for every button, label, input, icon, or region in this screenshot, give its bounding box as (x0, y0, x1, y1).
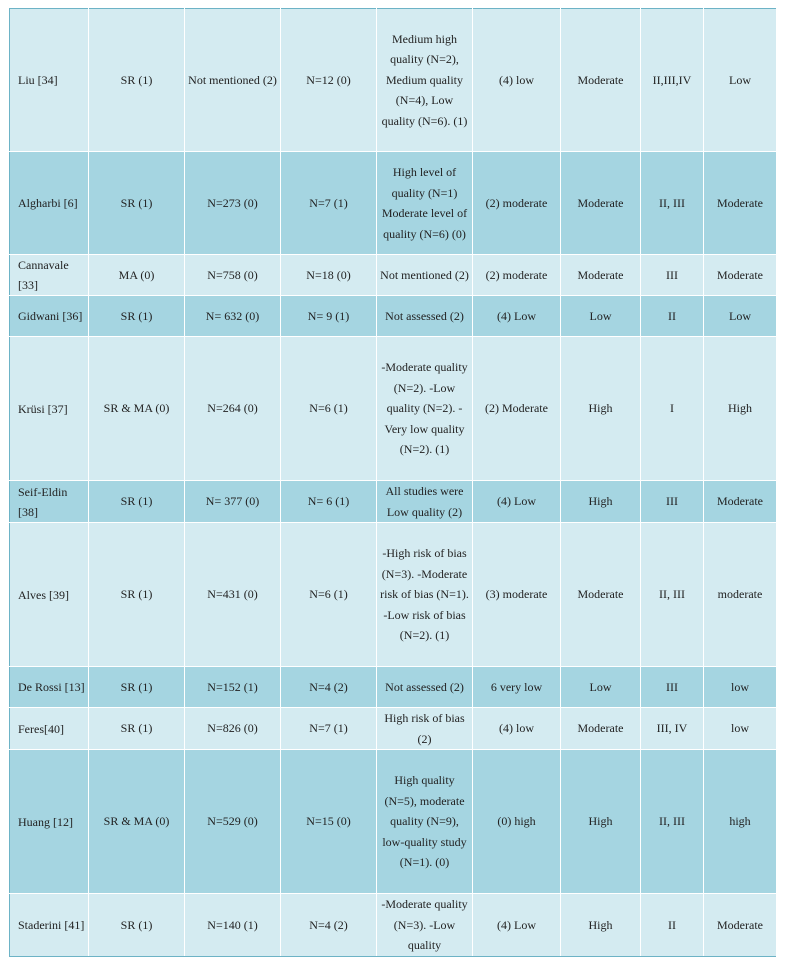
overall-cell: Moderate (704, 255, 777, 296)
author-cell: Huang [12] (10, 750, 89, 894)
quality-cell: High level of quality (N=1) Moderate level of quality (N=6) (0) (377, 152, 473, 255)
design-cell: SR & MA (0) (89, 337, 185, 481)
evidence-level-cell: II, III (641, 152, 704, 255)
evidence-level-cell: II,III,IV (641, 9, 704, 152)
table-row (10, 708, 777, 750)
quality-cell: -Moderate quality (N=2). -Low quality (N=2). -Very low quality (N=2). (1) (377, 337, 473, 481)
overall-cell: Moderate (704, 894, 777, 957)
amstar-cell: (0) high (473, 750, 561, 894)
grade-cell: Moderate (561, 255, 641, 296)
evidence-level-cell: I (641, 337, 704, 481)
author-cell: Krüsi [37] (10, 337, 89, 481)
evidence-level-cell: III (641, 667, 704, 708)
studies-cell: N=6 (1) (281, 337, 377, 481)
studies-cell: N=12 (0) (281, 9, 377, 152)
amstar-cell: 6 very low (473, 667, 561, 708)
participants-cell: N=264 (0) (185, 337, 281, 481)
evidence-level-cell: III, IV (641, 708, 704, 750)
evidence-level-cell: II, III (641, 750, 704, 894)
quality-cell: -Moderate quality (N=3). -Low quality (377, 894, 473, 957)
amstar-cell: (2) moderate (473, 152, 561, 255)
grade-cell: High (561, 894, 641, 957)
quality-cell: Not mentioned (2) (377, 255, 473, 296)
participants-cell: N=140 (1) (185, 894, 281, 957)
participants-cell: N=431 (0) (185, 523, 281, 667)
studies-cell: N= 6 (1) (281, 481, 377, 523)
review-table (9, 8, 776, 957)
studies-cell: N=4 (2) (281, 667, 377, 708)
quality-cell: Medium high quality (N=2), Medium quality (N=4), Low quality (N=6). (1) (377, 9, 473, 152)
author-cell: Feres[40] (10, 708, 89, 750)
studies-cell: N=7 (1) (281, 708, 377, 750)
design-cell: SR (1) (89, 894, 185, 957)
participants-cell: N=529 (0) (185, 750, 281, 894)
design-cell: SR (1) (89, 667, 185, 708)
amstar-cell: (4) Low (473, 481, 561, 523)
author-cell: Liu [34] (10, 9, 89, 152)
grade-cell: Moderate (561, 708, 641, 750)
overall-cell: low (704, 667, 777, 708)
participants-cell: Not mentioned (2) (185, 9, 281, 152)
participants-cell: N=758 (0) (185, 255, 281, 296)
evidence-level-cell: II (641, 296, 704, 337)
amstar-cell: (3) moderate (473, 523, 561, 667)
author-cell: Algharbi [6] (10, 152, 89, 255)
table-row (10, 296, 777, 337)
evidence-level-cell: III (641, 481, 704, 523)
author-cell: Gidwani [36] (10, 296, 89, 337)
design-cell: SR & MA (0) (89, 750, 185, 894)
author-cell: Seif-Eldin [38] (10, 481, 89, 523)
amstar-cell: (2) Moderate (473, 337, 561, 481)
participants-cell: N=273 (0) (185, 152, 281, 255)
overall-cell: Low (704, 9, 777, 152)
studies-cell: N=4 (2) (281, 894, 377, 957)
table-viewport (9, 8, 776, 958)
grade-cell: High (561, 750, 641, 894)
table-row (10, 667, 777, 708)
table-row (10, 9, 777, 152)
amstar-cell: (4) Low (473, 296, 561, 337)
quality-cell: High quality (N=5), moderate quality (N=9), low-quality study (N=1). (0) (377, 750, 473, 894)
amstar-cell: (4) Low (473, 894, 561, 957)
table-row (10, 750, 777, 894)
design-cell: MA (0) (89, 255, 185, 296)
design-cell: SR (1) (89, 152, 185, 255)
grade-cell: Low (561, 296, 641, 337)
table-row (10, 255, 777, 296)
overall-cell: High (704, 337, 777, 481)
amstar-cell: (2) moderate (473, 255, 561, 296)
evidence-level-cell: II (641, 894, 704, 957)
grade-cell: High (561, 481, 641, 523)
participants-cell: N= 377 (0) (185, 481, 281, 523)
evidence-level-cell: II, III (641, 523, 704, 667)
amstar-cell: (4) low (473, 9, 561, 152)
overall-cell: low (704, 708, 777, 750)
author-cell: Staderini [41] (10, 894, 89, 957)
table-row (10, 481, 777, 523)
table-row (10, 523, 777, 667)
quality-cell: -High risk of bias (N=3). -Moderate risk of bias (N=1). -Low risk of bias (N=2). (1) (377, 523, 473, 667)
studies-cell: N=7 (1) (281, 152, 377, 255)
quality-cell: Not assessed (2) (377, 296, 473, 337)
grade-cell: Moderate (561, 152, 641, 255)
participants-cell: N= 632 (0) (185, 296, 281, 337)
table-row (10, 894, 777, 957)
author-cell: De Rossi [13] (10, 667, 89, 708)
author-cell: Alves [39] (10, 523, 89, 667)
overall-cell: Moderate (704, 481, 777, 523)
grade-cell: Moderate (561, 523, 641, 667)
quality-cell: All studies were Low quality (2) (377, 481, 473, 523)
grade-cell: Moderate (561, 9, 641, 152)
author-cell: Cannavale [33] (10, 255, 89, 296)
overall-cell: Moderate (704, 152, 777, 255)
studies-cell: N=18 (0) (281, 255, 377, 296)
design-cell: SR (1) (89, 708, 185, 750)
participants-cell: N=826 (0) (185, 708, 281, 750)
overall-cell: Low (704, 296, 777, 337)
overall-cell: moderate (704, 523, 777, 667)
grade-cell: High (561, 337, 641, 481)
quality-cell: Not assessed (2) (377, 667, 473, 708)
table-row (10, 152, 777, 255)
amstar-cell: (4) low (473, 708, 561, 750)
table-row (10, 337, 777, 481)
design-cell: SR (1) (89, 296, 185, 337)
design-cell: SR (1) (89, 9, 185, 152)
design-cell: SR (1) (89, 481, 185, 523)
studies-cell: N= 9 (1) (281, 296, 377, 337)
design-cell: SR (1) (89, 523, 185, 667)
participants-cell: N=152 (1) (185, 667, 281, 708)
quality-cell: High risk of bias (2) (377, 708, 473, 750)
studies-cell: N=15 (0) (281, 750, 377, 894)
studies-cell: N=6 (1) (281, 523, 377, 667)
overall-cell: high (704, 750, 777, 894)
grade-cell: Low (561, 667, 641, 708)
evidence-level-cell: III (641, 255, 704, 296)
